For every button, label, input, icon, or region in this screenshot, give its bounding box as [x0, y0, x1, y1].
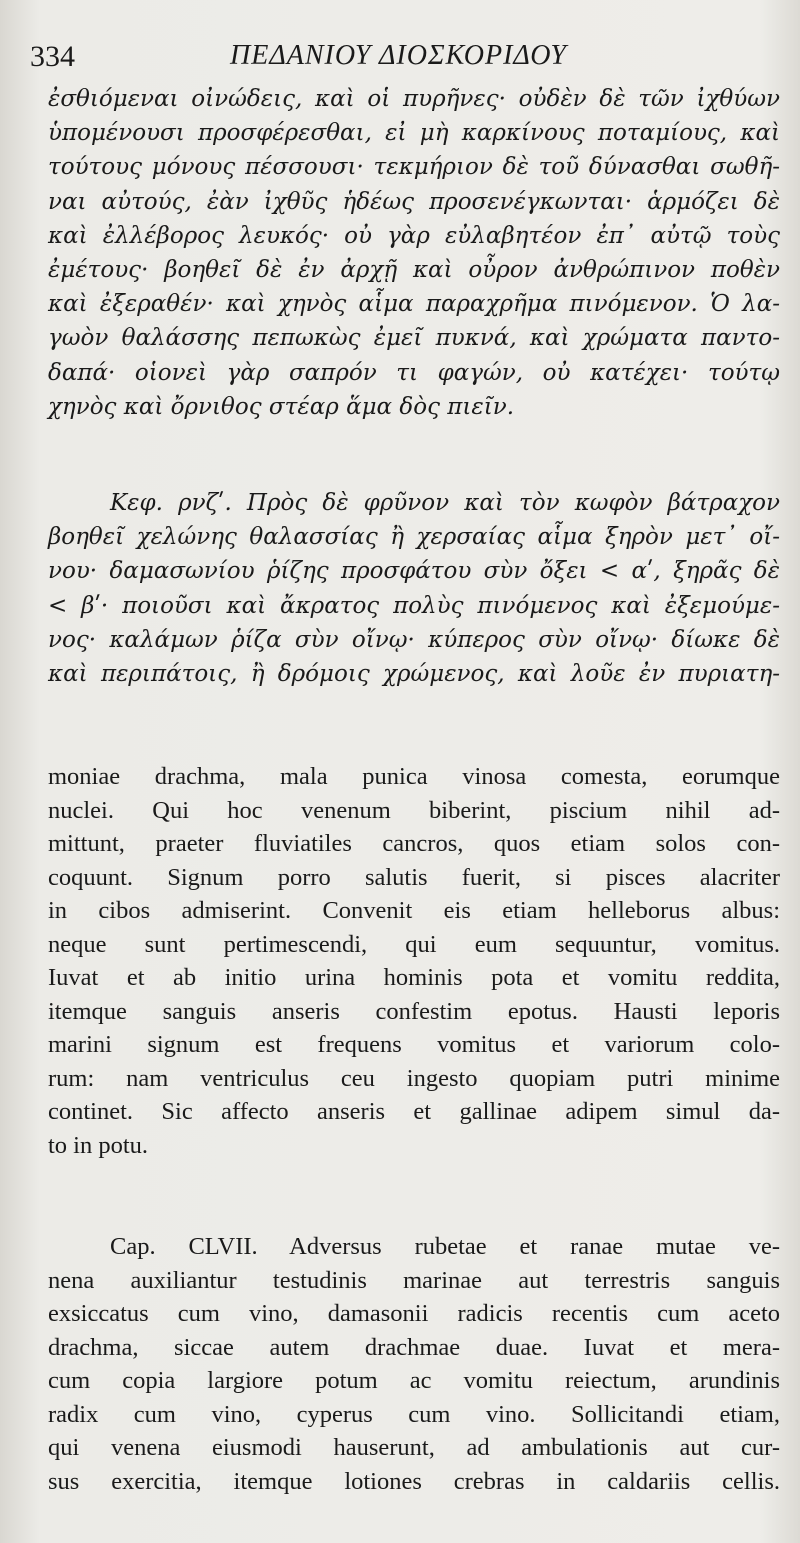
text-line: qui venena eiusmodi hauserunt, ad ambulationis aut cur- — [48, 1434, 780, 1461]
text-line: marini signum est frequens vomitus et variorum colo- — [48, 1031, 780, 1058]
text-line: γωὸν θαλάσσης πεπωκὼς ἐμεῖ πυκνά, καὶ χρώματα παντο- — [48, 325, 780, 352]
text-line: coquunt. Signum porro salutis fuerit, si pisces alacriter — [48, 863, 780, 891]
text-line: χηνὸς καὶ ὄρνιθος στέαρ ἅμα δὸς πιεῖν. — [48, 393, 515, 420]
greek-paragraph-1 — [48, 82, 780, 424]
text-line: βοηθεῖ χελώνης θαλασσίας ἢ χερσαίας αἷμα ξηρὸν μετ᾽ οἴ- — [48, 524, 780, 551]
text-line: in cibos admiserint. Convenit eis etiam helleborus albus: — [48, 897, 780, 924]
text-line: νου· δαμασωνίου ῥίζης προσφάτου σὺν ὄξει < αʹ, ξηρᾶς δὲ — [48, 558, 780, 585]
chapter-heading-line: Cap. CLVII. Adversus rubetae et ranae mutae ve- — [110, 1233, 780, 1260]
text-line: καὶ ἐξεραθέν· καὶ χηνὸς αἷμα παραχρῆμα πινόμενον. Ὁ λα- — [48, 291, 780, 318]
text-line: exsiccatus cum vino, damasonii radicis recentis cum aceto — [48, 1300, 780, 1327]
text-line: moniae drachma, mala punica vinosa comesta, eorumque — [48, 763, 780, 790]
latin-paragraph-2 — [48, 1230, 780, 1498]
text-line: cum copia largiore potum ac vomitu reiectum, arundinis — [48, 1367, 780, 1394]
latin-paragraph-1 — [48, 760, 780, 1162]
text-line: continet. Sic affecto anseris et gallinae adipem simul da- — [48, 1098, 780, 1125]
text-line: καὶ περιπάτοις, ἢ δρόμοις χρώμενος, καὶ λοῦε ἐν πυριατη- — [48, 660, 780, 687]
text-line: ὑπομένουσι προσφέρεσθαι, εἰ μὴ καρκίνους ποταμίους, καὶ — [48, 120, 780, 147]
page-number: 334 — [30, 40, 75, 73]
text-line: ἐσθιόμεναι οἰνώδεις, καὶ οἱ πυρῆνες· οὐδὲν δὲ τῶν ἰχθύων — [48, 86, 780, 112]
text-line: ἐμέτους· βοηθεῖ δὲ ἐν ἀρχῇ καὶ οὖρον ἀνθρώπινον ποθὲν — [48, 256, 780, 283]
text-line: radix cum vino, cyperus cum vino. Sollicitandi etiam, — [48, 1400, 780, 1428]
text-line: τούτους μόνους πέσσουσι· τεκμήριον δὲ τοῦ δύνασθαι σωθῆ- — [48, 154, 780, 181]
text-line: rum: nam ventriculus ceu ingesto quopiam putri minime — [48, 1064, 780, 1092]
page-header — [30, 40, 780, 80]
text-line: neque sunt pertimescendi, qui eum sequuntur, vomitus. — [48, 930, 780, 958]
text-line: itemque sanguis anseris confestim epotus. Hausti leporis — [48, 997, 780, 1025]
text-line: to in potu. — [48, 1131, 149, 1159]
text-line: nena auxiliantur testudinis marinae aut terrestris sanguis — [48, 1266, 780, 1294]
text-line: mittunt, praeter fluviatiles cancros, quos etiam solos con- — [48, 830, 780, 857]
running-title: ΠΕΔΑΝΙΟΥ ΔΙΟΣΚΟΡΙΔΟΥ — [230, 40, 567, 71]
text-line: νος· καλάμων ῥίζα σὺν οἴνῳ· κύπερος σὺν οἴνῳ· δίωκε δὲ — [48, 626, 780, 653]
text-line: drachma, siccae autem drachmae duae. Iuvat et mera- — [48, 1333, 780, 1361]
text-line: καὶ ἐλλέβορος λευκός· οὐ γὰρ εὐλαβητέον ἐπ᾽ αὐτῷ τοὺς — [48, 222, 780, 249]
text-line: < βʹ· ποιοῦσι καὶ ἄκρατος πολὺς πινόμενος καὶ ἐξεμούμε- — [48, 592, 780, 619]
text-line: nuclei. Qui hoc venenum biberint, piscium nihil ad- — [48, 796, 780, 824]
text-line: δαπά· οἱονεὶ γὰρ σαπρόν τι φαγών, οὐ κατέχει· τούτῳ — [48, 359, 780, 386]
text-line: ναι αὐτούς, ἐὰν ἰχθῦς ἡδέως προσενέγκωνται· ἁρμόζει δὲ — [48, 188, 780, 215]
chapter-heading-line: Κεφ. ρνζʹ. Πρὸς δὲ φρῦνον καὶ τὸν κωφὸν βάτραχον — [110, 490, 780, 516]
text-line: sus exercitia, itemque lotiones crebras in caldariis cellis. — [48, 1467, 780, 1495]
text-line: Iuvat et ab initio urina hominis pota et vomitu reddita, — [48, 964, 780, 991]
greek-paragraph-2 — [48, 486, 780, 691]
